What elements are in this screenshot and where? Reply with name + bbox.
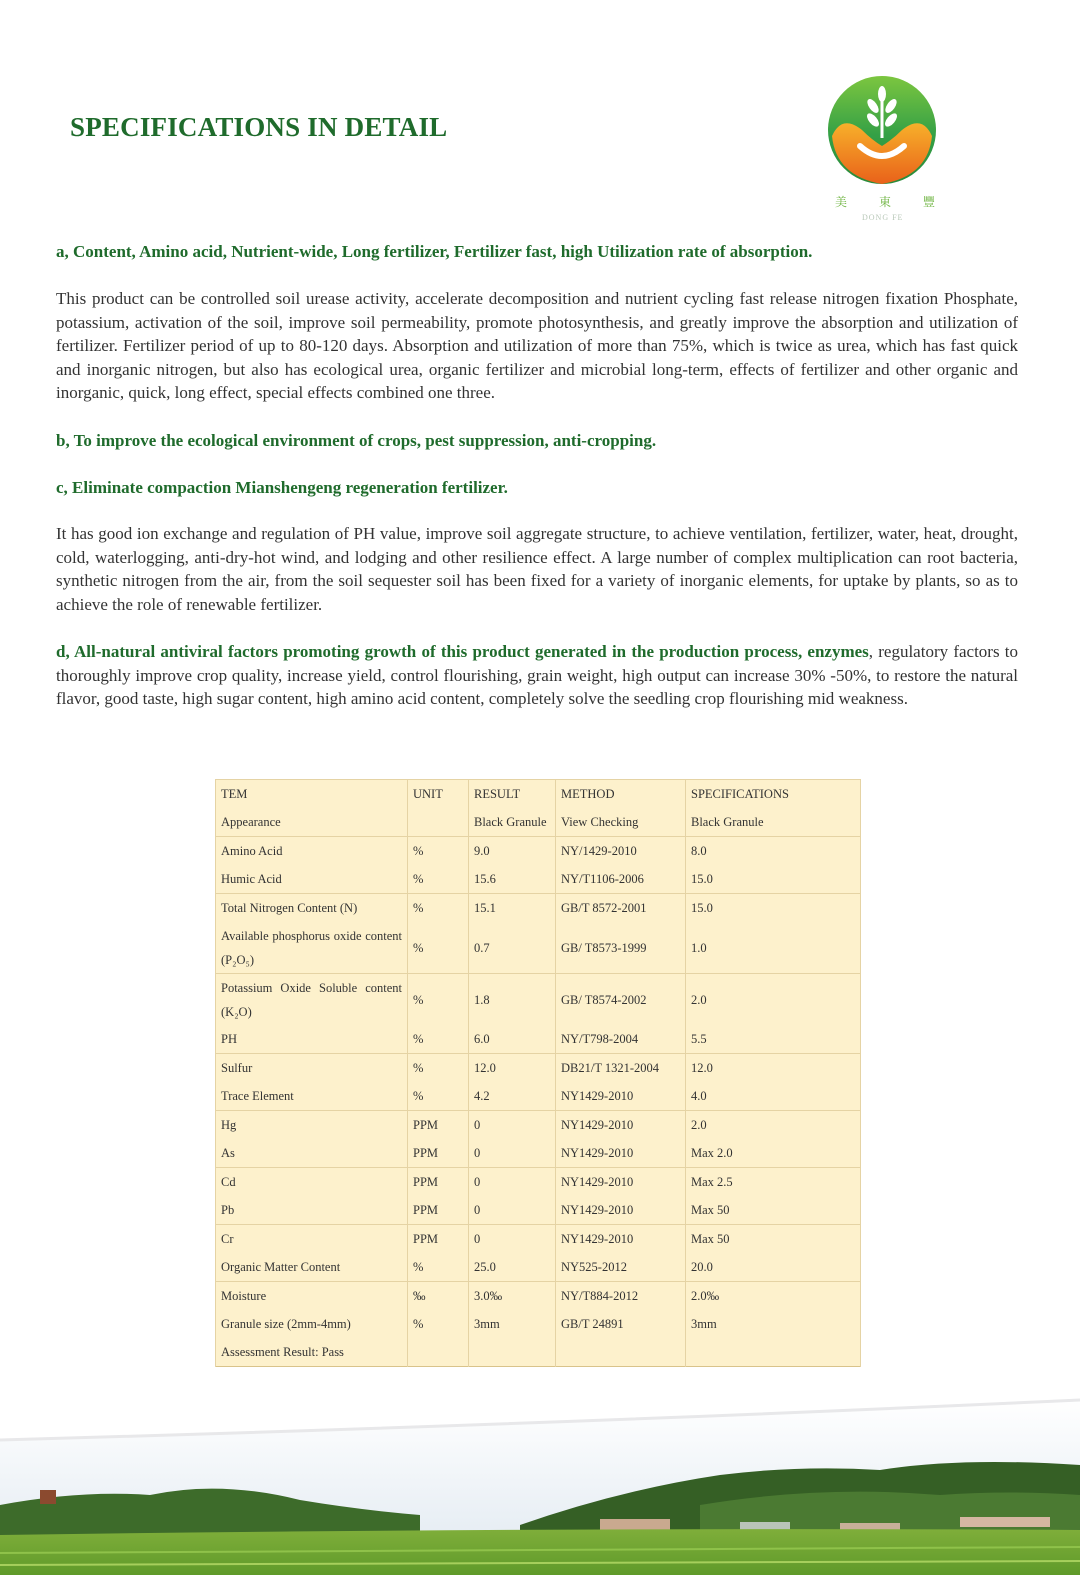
table-cell: 4.0: [686, 1082, 861, 1111]
table-cell: %: [408, 922, 469, 974]
table-cell: Max 2.0: [686, 1139, 861, 1168]
table-cell: Amino Acid: [216, 837, 408, 866]
table-cell: Black Granule: [686, 808, 861, 837]
table-cell: 0: [469, 1196, 556, 1225]
table-cell: PPM: [408, 1225, 469, 1254]
table-cell: %: [408, 1025, 469, 1054]
section-d-text: , regulatory factors to thoroughly improve crop quality, increase yield, control flourishing, grain weight, high output can increase 30% -50%, to restore the natural flavor, good taste, high sugar content, high amino acid content, completely solve the seedling crop flourishing mid weakness.: [56, 642, 1018, 708]
section-d-paragraph: [56, 640, 1018, 711]
table-row: [216, 837, 861, 866]
table-cell: [469, 1338, 556, 1367]
table-row: [216, 1338, 861, 1367]
assessment-result: Assessment Result: Pass: [216, 1338, 408, 1367]
header-cell: SPECIFICATIONS: [686, 780, 861, 809]
logo-subtext: DONG FE: [862, 213, 904, 222]
table-cell: GB/T 24891: [556, 1310, 686, 1338]
table-cell: 9.0: [469, 837, 556, 866]
table-cell: Organic Matter Content: [216, 1253, 408, 1282]
table-cell: 15.0: [686, 894, 861, 923]
table-cell: NY1429-2010: [556, 1082, 686, 1111]
table-cell: Potassium Oxide Soluble content (K₂O): [216, 974, 408, 1026]
table-cell: DB21/T 1321-2004: [556, 1054, 686, 1083]
table-cell: 15.0: [686, 865, 861, 894]
table-cell: Max 50: [686, 1196, 861, 1225]
table-row: [216, 1225, 861, 1254]
table-cell: Max 2.5: [686, 1168, 861, 1197]
table-cell: %: [408, 865, 469, 894]
table-cell: Cd: [216, 1168, 408, 1197]
table-cell: %: [408, 974, 469, 1026]
landscape-banner: [0, 1395, 1080, 1575]
table-cell: 0: [469, 1111, 556, 1140]
table-cell: 4.2: [469, 1082, 556, 1111]
table-row: [216, 1196, 861, 1225]
table-cell: 3mm: [469, 1310, 556, 1338]
table-row: [216, 1054, 861, 1083]
table-cell: Granule size (2mm-4mm): [216, 1310, 408, 1338]
table-cell: %: [408, 894, 469, 923]
table-cell: NY1429-2010: [556, 1168, 686, 1197]
header-cell: TEM: [216, 780, 408, 809]
table-cell: 0: [469, 1225, 556, 1254]
table-cell: 12.0: [686, 1054, 861, 1083]
table-cell: Moisture: [216, 1282, 408, 1311]
table-cell: 25.0: [469, 1253, 556, 1282]
table-cell: [556, 1338, 686, 1367]
specifications-table: [215, 779, 861, 1367]
table-cell: [686, 1338, 861, 1367]
table-cell: 2.0‰: [686, 1282, 861, 1311]
header-cell: RESULT: [469, 780, 556, 809]
header-cell: METHOD: [556, 780, 686, 809]
table-cell: Pb: [216, 1196, 408, 1225]
section-b-heading: b, To improve the ecological environment of crops, pest suppression, anti-cropping.: [56, 431, 657, 450]
table-cell: NY/T798-2004: [556, 1025, 686, 1054]
logo-char: 東: [878, 195, 891, 209]
table-cell: 2.0: [686, 974, 861, 1026]
logo-char: 豐: [922, 195, 935, 209]
table-row: [216, 1282, 861, 1311]
table-row: [216, 865, 861, 894]
table-row: [216, 1310, 861, 1338]
table-cell: PH: [216, 1025, 408, 1054]
table-cell: %: [408, 837, 469, 866]
header-cell: UNIT: [408, 780, 469, 809]
section-d-lead: d, All-natural antiviral factors promoting growth of this product generated in the production process, enzymes: [56, 642, 869, 661]
logo-wordmark: [835, 193, 935, 210]
table-cell: 15.1: [469, 894, 556, 923]
table-cell: NY/T884-2012: [556, 1282, 686, 1311]
table-cell: 12.0: [469, 1054, 556, 1083]
section-a-text: This product can be controlled soil urease activity, accelerate decomposition and nutrient cycling fast release nitrogen fixation Phosphate, potassium, activation of the soil, improve soil permeability, promote photosynthesis, and greatly improve the absorption and utilization of fertilizer. Fertilizer period of up to 80-120 days. Absorption and utilization of more than 75%, which is twice as urea, which has fast quick and inorganic nitrogen, but also has ecological urea, organic fertilizer and microbial long-term, effects of fertilizer and other organic and inorganic, quick, long effect, special effects combined one three.: [56, 289, 1018, 402]
table-cell: 1.0: [686, 922, 861, 974]
table-cell: %: [408, 1054, 469, 1083]
table-cell: PPM: [408, 1111, 469, 1140]
table-cell: 0: [469, 1139, 556, 1168]
table-cell: GB/T 8572-2001: [556, 894, 686, 923]
table-cell: 5.5: [686, 1025, 861, 1054]
table-cell: Available phosphorus oxide content (P₂O₅): [216, 922, 408, 974]
table-cell: NY525-2012: [556, 1253, 686, 1282]
table-row: [216, 1139, 861, 1168]
table-cell: 2.0: [686, 1111, 861, 1140]
section-c-text: It has good ion exchange and regulation of PH value, improve soil aggregate structure, to achieve ventilation, fertilizer, water, heat, drought, cold, waterlogging, anti-dry-hot wind, and lodging and other resilience effect. A large number of complex multiplication can root bacteria, synthetic nitrogen from the air, from the soil sequester soil has been fixed for a variety of inorganic elements, for uptake by plants, so as to achieve the role of renewable fertilizer.: [56, 524, 1018, 614]
table-cell: 15.6: [469, 865, 556, 894]
table-header-row: [216, 780, 861, 809]
table-cell: NY1429-2010: [556, 1111, 686, 1140]
table-cell: [408, 808, 469, 837]
table-row: [216, 974, 861, 1026]
table-cell: 3mm: [686, 1310, 861, 1338]
table-row: [216, 894, 861, 923]
table-cell: GB/ T8574-2002: [556, 974, 686, 1026]
table-cell: Appearance: [216, 808, 408, 837]
table-cell: PPM: [408, 1196, 469, 1225]
page-title: SPECIFICATIONS IN DETAIL: [70, 112, 448, 142]
table-cell: ‰: [408, 1282, 469, 1311]
table-cell: Sulfur: [216, 1054, 408, 1083]
table-cell: GB/ T8573-1999: [556, 922, 686, 974]
table-cell: PPM: [408, 1168, 469, 1197]
table-row: [216, 1253, 861, 1282]
table-cell: 8.0: [686, 837, 861, 866]
table-cell: %: [408, 1082, 469, 1111]
table-cell: Cr: [216, 1225, 408, 1254]
table-row: [216, 922, 861, 974]
table-row: [216, 1111, 861, 1140]
table-cell: [408, 1338, 469, 1367]
table-cell: Humic Acid: [216, 865, 408, 894]
table-row: [216, 808, 861, 837]
table-cell: NY1429-2010: [556, 1196, 686, 1225]
table-cell: As: [216, 1139, 408, 1168]
table-row: [216, 1025, 861, 1054]
table-cell: View Checking: [556, 808, 686, 837]
table-cell: 0: [469, 1168, 556, 1197]
table-row: [216, 1082, 861, 1111]
table-cell: NY1429-2010: [556, 1225, 686, 1254]
table-cell: %: [408, 1253, 469, 1282]
table-cell: 6.0: [469, 1025, 556, 1054]
table-cell: 1.8: [469, 974, 556, 1026]
table-row: [216, 1168, 861, 1197]
table-cell: %: [408, 1310, 469, 1338]
table-cell: Black Granule: [469, 808, 556, 837]
table-cell: NY/T1106-2006: [556, 865, 686, 894]
table-cell: Max 50: [686, 1225, 861, 1254]
section-a-heading: a, Content, Amino acid, Nutrient-wide, Long fertilizer, Fertilizer fast, high Utilization rate of absorption.: [56, 242, 813, 261]
table-cell: NY1429-2010: [556, 1139, 686, 1168]
logo-char: 美: [835, 195, 848, 209]
section-c-heading: c, Eliminate compaction Mianshengeng regeneration fertilizer.: [56, 478, 508, 497]
table-cell: PPM: [408, 1139, 469, 1168]
table-cell: Total Nitrogen Content (N): [216, 894, 408, 923]
table-cell: 0.7: [469, 922, 556, 974]
table-cell: Trace Element: [216, 1082, 408, 1111]
table-cell: Hg: [216, 1111, 408, 1140]
table-cell: NY/1429-2010: [556, 837, 686, 866]
table-cell: 20.0: [686, 1253, 861, 1282]
table-cell: 3.0‰: [469, 1282, 556, 1311]
